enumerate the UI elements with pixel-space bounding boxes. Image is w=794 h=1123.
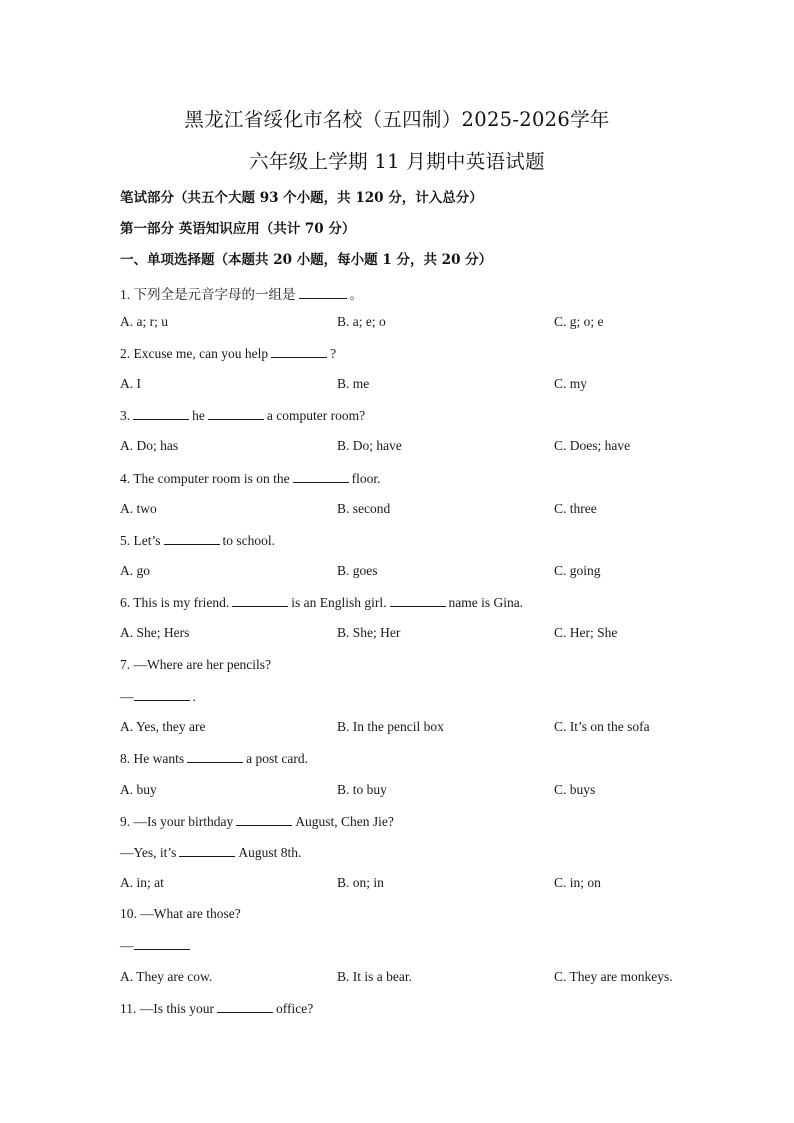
q7-option-c: C. It’s on the sofa [554, 719, 650, 734]
q1-option-c: C. g; o; e [554, 314, 604, 329]
q10-option-b: B. It is a bear. [337, 969, 412, 984]
question-9-reply: —Yes, it’s August 8th. [120, 845, 302, 860]
q6-option-c: C. Her; She [554, 625, 618, 640]
answer-blank [232, 594, 288, 607]
q2-option-c: C. my [554, 376, 588, 391]
answer-blank [134, 688, 190, 701]
answer-blank [187, 750, 243, 763]
q9-option-c: C. in; on [554, 875, 601, 890]
question-3: 3. he a computer room? [120, 408, 366, 423]
q7-option-b: B. In the pencil box [337, 719, 444, 734]
q3-option-b: B. Do; have [337, 438, 402, 453]
question-10-reply: — [120, 937, 193, 954]
question-2: 2. Excuse me, can you help ? [120, 346, 337, 361]
q2-option-a: A. I [120, 376, 141, 391]
exam-title-line2: 六年级上学期 11 月期中英语试题 [249, 150, 545, 173]
answer-blank [271, 345, 327, 358]
q3-option-a: A. Do; has [120, 438, 179, 453]
q10-option-a: A. They are cow. [120, 969, 213, 984]
q7-option-a: A. Yes, they are [120, 719, 206, 734]
q9-option-b: B. on; in [337, 875, 384, 890]
answer-blank [217, 1000, 273, 1013]
q5-option-b: B. goes [337, 563, 378, 578]
question-4: 4. The computer room is on the floor. [120, 471, 381, 486]
answer-blank [179, 844, 235, 857]
q10-option-c: C. They are monkeys. [554, 969, 673, 984]
q6-option-a: A. She; Hers [120, 625, 190, 640]
q3-option-c: C. Does; have [554, 438, 631, 453]
q8-option-a: A. buy [120, 782, 157, 797]
question-11: 11. —Is this your office? [120, 1001, 314, 1016]
answer-blank [236, 813, 292, 826]
answer-blank [299, 286, 347, 299]
question-7: 7. —Where are her pencils? [120, 657, 272, 672]
q4-option-b: B. second [337, 501, 391, 516]
part-one-heading: 第一部分 英语知识应用（共计 70 分） [120, 221, 356, 237]
answer-blank [134, 937, 190, 950]
answer-blank [164, 532, 220, 545]
question-5: 5. Let’s to school. [120, 533, 275, 548]
q1-option-a: A. a; r; u [120, 314, 168, 329]
question-10: 10. —What are those? [120, 906, 241, 921]
question-1: 1. 下列全是元音字母的一组是 。 [120, 287, 363, 302]
q9-option-a: A. in; at [120, 875, 164, 890]
exam-title-line1: 黑龙江省绥化市名校（五四制）2025-2026学年 [184, 108, 610, 131]
question-8: 8. He wants a post card. [120, 751, 308, 766]
answer-blank [293, 470, 349, 483]
answer-blank [208, 407, 264, 420]
answer-blank [390, 594, 446, 607]
q2-option-b: B. me [337, 376, 370, 391]
question-6: 6. This is my friend. is an English girl. name is Gina. [120, 595, 524, 610]
q4-option-c: C. three [554, 501, 597, 516]
answer-blank [133, 407, 189, 420]
q5-option-c: C. going [554, 563, 601, 578]
q6-option-b: B. She; Her [337, 625, 401, 640]
q5-option-a: A. go [120, 563, 150, 578]
question-9: 9. —Is your birthday August, Chen Jie? [120, 814, 394, 829]
written-section-heading: 笔试部分（共五个大题 93 个小题，共 120 分，计入总分） [120, 190, 483, 206]
q1-option-b: B. a; e; o [337, 314, 386, 329]
q4-option-a: A. two [120, 501, 157, 516]
q8-option-b: B. to buy [337, 782, 387, 797]
question-7-reply: — . [120, 689, 196, 704]
q8-option-c: C. buys [554, 782, 596, 797]
section-one-heading: 一、单项选择题（本题共 20 小题，每小题 1 分，共 20 分） [120, 252, 493, 268]
